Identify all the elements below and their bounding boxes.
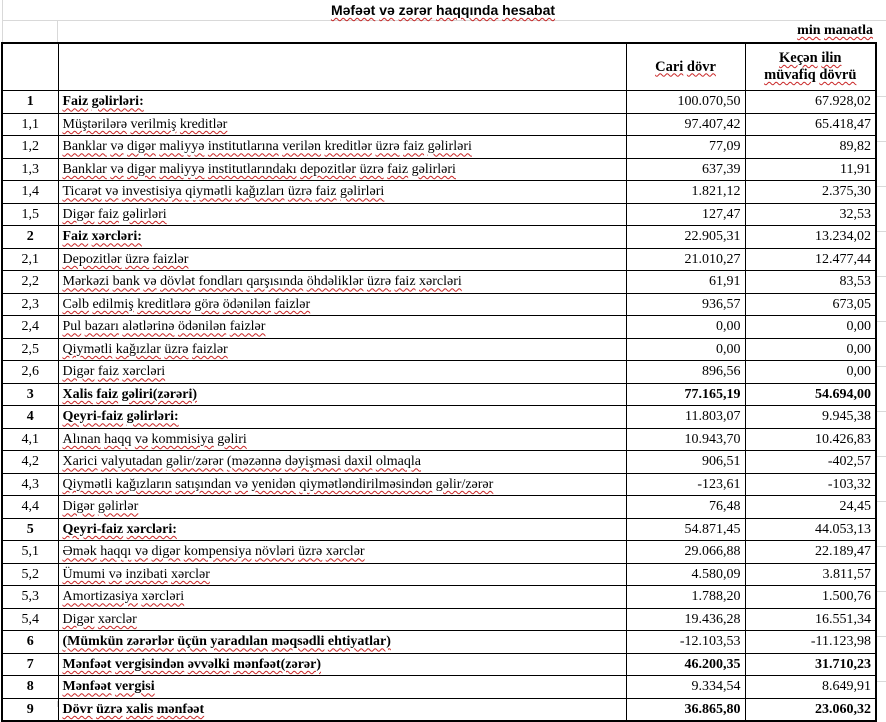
spellcheck-word: yaradılan [210, 634, 268, 650]
spellcheck-word: Qeyri-faiz [62, 521, 124, 537]
table-row [2, 518, 876, 541]
sheet-gridline-strip [876, 52, 886, 700]
row-number-cell: 5,4 [2, 608, 58, 631]
table-row [2, 653, 876, 676]
spellcheck-word: və [134, 431, 149, 447]
current-value-cell: 9.334,54 [626, 676, 745, 699]
previous-value-cell: 0,00 [745, 316, 876, 339]
spellcheck-word: bazarı [84, 319, 119, 335]
spellcheck-word: faiz [315, 184, 337, 200]
table-row [2, 136, 876, 159]
spellcheck-word: edilmiş [92, 296, 134, 312]
spellcheck-word: gəlirləri: [91, 94, 144, 110]
spellcheck-word: və [105, 184, 119, 200]
row-number-cell: 2,2 [2, 271, 58, 294]
spellcheck-word: və [143, 274, 157, 290]
spellcheck-word: növləri [254, 544, 295, 560]
spellcheck-word: xərcləri: [126, 521, 177, 537]
table-row [2, 676, 876, 699]
spellcheck-word: və [108, 566, 122, 582]
spellcheck-word: Digər [62, 206, 95, 222]
table-row [2, 631, 876, 654]
spellcheck-word: Banklar [62, 139, 107, 155]
spellcheck-word: haqq [104, 431, 132, 447]
table-row [2, 91, 876, 114]
row-number-cell: 7 [2, 653, 58, 676]
table-row [2, 406, 876, 429]
spellcheck-word: ödənilən [177, 319, 227, 335]
table-row [2, 158, 876, 181]
spellcheck-word: mənfəət [156, 701, 205, 717]
spellcheck-word: verilmiş [130, 116, 177, 132]
report-title [0, 0, 886, 21]
previous-value-cell: 67.928,02 [745, 91, 876, 114]
spellcheck-word: Müştərilərə [62, 116, 128, 132]
spellcheck-word: gəliri [217, 431, 247, 447]
current-value-cell: -12.103,53 [626, 631, 745, 654]
spellcheck-word: gəlirləri [411, 161, 456, 177]
spellcheck-word: faiz [403, 139, 425, 155]
spellcheck-word: Məfəət [330, 2, 376, 18]
current-value-cell: 1.788,20 [626, 586, 745, 609]
spellcheck-word: haqqında [436, 2, 499, 18]
spellcheck-word: kağızlar [115, 341, 161, 357]
table-row [2, 698, 876, 721]
spellcheck-word: yenidən [251, 476, 296, 492]
table-row [2, 271, 876, 294]
row-label-cell [58, 541, 626, 564]
spellcheck-word: üçün [177, 634, 207, 650]
row-number-cell: 2,6 [2, 361, 58, 384]
table-row [2, 541, 876, 564]
current-value-cell: -123,61 [626, 473, 745, 496]
spellcheck-word: gəlir/zərər [435, 476, 494, 492]
spellcheck-word: üzrə [164, 341, 189, 357]
row-label-cell [58, 473, 626, 496]
spellcheck-word: daxil [344, 454, 373, 470]
spellcheck-word: Xarici [62, 454, 98, 470]
row-label-cell [58, 698, 626, 721]
spellcheck-word: bank [112, 274, 140, 290]
spellcheck-word: faiz [97, 364, 119, 380]
table-row [2, 338, 876, 361]
row-number-cell: 4 [2, 406, 58, 429]
previous-value-cell: 22.189,47 [745, 541, 876, 564]
spellcheck-word: gəlirləri: [126, 409, 179, 425]
spellcheck-word: maliyyə [159, 161, 205, 177]
spellcheck-word: üzrə [375, 139, 400, 155]
current-value-cell: 54.871,45 [626, 518, 745, 541]
spellcheck-word: gəlirlər [97, 499, 139, 515]
spellcheck-word: və [234, 476, 248, 492]
row-number-cell: 8 [2, 676, 58, 699]
current-value-cell: 61,91 [626, 271, 745, 294]
spellcheck-word: Cari [655, 58, 684, 75]
header-previous-period [745, 43, 876, 91]
spellcheck-word: qiymətləndirilməsindən [299, 476, 433, 492]
spellcheck-word: Mənfəət [62, 679, 112, 695]
spellcheck-word: zərərlər [126, 634, 174, 650]
row-label-cell [58, 158, 626, 181]
spellcheck-word: gəliri(zərəri) [121, 386, 197, 402]
row-label-cell [58, 676, 626, 699]
row-number-cell: 4,4 [2, 496, 58, 519]
spellcheck-word: Qiymətli [62, 341, 113, 357]
current-value-cell: 0,00 [626, 316, 745, 339]
unit-note [625, 21, 875, 41]
spellcheck-word: inzibati [125, 566, 168, 582]
spellcheck-word: Banklar [62, 161, 107, 177]
previous-value-cell: 32,53 [745, 203, 876, 226]
previous-value-cell: 12.477,44 [745, 248, 876, 271]
previous-value-cell: 13.234,02 [745, 226, 876, 249]
spellcheck-word: institutlarına [207, 139, 279, 155]
spellcheck-word: olmaqla [375, 454, 421, 470]
spellcheck-word: xərcləri [141, 589, 185, 605]
spellcheck-word: Pul [62, 319, 82, 335]
current-value-cell: 22.905,31 [626, 226, 745, 249]
previous-value-cell: 8.649,91 [745, 676, 876, 699]
header-number-cell [2, 43, 58, 91]
row-number-cell: 2,3 [2, 293, 58, 316]
spellcheck-word: Digər [62, 499, 95, 515]
row-label-cell [58, 653, 626, 676]
spellcheck-word: hesabat [502, 2, 556, 18]
row-label-cell [58, 631, 626, 654]
spellcheck-word: Faiz [62, 94, 89, 110]
spellcheck-word: Amortizasiya [62, 589, 138, 605]
spellcheck-word: ödənilən [222, 296, 271, 312]
current-value-cell: 936,57 [626, 293, 745, 316]
current-value-cell: 896,56 [626, 361, 745, 384]
previous-value-cell: 54.694,00 [745, 383, 876, 406]
spellcheck-word: üzrə [96, 701, 123, 717]
spellcheck-word: Xalis [62, 386, 93, 402]
row-label-cell [58, 271, 626, 294]
table-row [2, 473, 876, 496]
spellcheck-word: faiz [96, 386, 119, 402]
spellcheck-word: kreditlər [179, 116, 228, 132]
spellcheck-word: üzrə [359, 161, 384, 177]
spellcheck-word: faizlər [229, 319, 266, 335]
row-label-cell [58, 113, 626, 136]
current-value-cell: 29.066,88 [626, 541, 745, 564]
previous-value-cell: 24,45 [745, 496, 876, 519]
spellcheck-word: faiz [394, 274, 416, 290]
row-number-cell: 9 [2, 698, 58, 721]
row-number-cell: 1,4 [2, 181, 58, 204]
spellcheck-word: satışından [175, 476, 232, 492]
row-label-cell [58, 383, 626, 406]
spellcheck-word: min [797, 23, 821, 38]
table-row [2, 248, 876, 271]
row-label-cell [58, 338, 626, 361]
row-number-cell: 6 [2, 631, 58, 654]
row-number-cell: 4,3 [2, 473, 58, 496]
row-label-cell [58, 608, 626, 631]
row-number-cell: 5,3 [2, 586, 58, 609]
row-number-cell: 1,3 [2, 158, 58, 181]
previous-value-cell: 10.426,83 [745, 428, 876, 451]
row-number-cell: 2,4 [2, 316, 58, 339]
current-value-cell: 637,39 [626, 158, 745, 181]
row-label-cell [58, 406, 626, 429]
spellcheck-word: gəlirləri [340, 184, 385, 200]
current-value-cell: 76,48 [626, 496, 745, 519]
spellcheck-word: üzrə [298, 544, 323, 560]
header-description-cell [58, 43, 626, 91]
current-value-cell: 1.821,12 [626, 181, 745, 204]
spellcheck-word: faizlər [274, 296, 311, 312]
spellcheck-word: xərclər [325, 544, 365, 560]
current-value-cell: 4.580,09 [626, 563, 745, 586]
previous-value-cell: 31.710,23 [745, 653, 876, 676]
table-row [2, 203, 876, 226]
spellcheck-word: xərcləri [122, 364, 166, 380]
row-number-cell: 4,1 [2, 428, 58, 451]
spellcheck-word: institutlarındakı [207, 161, 297, 177]
spellcheck-word: zərər [398, 2, 433, 18]
spellcheck-word: Digər [62, 611, 95, 627]
spellcheck-word: dövrü [819, 67, 857, 83]
current-value-cell: 97.407,42 [626, 113, 745, 136]
spellcheck-word: xalis [126, 701, 154, 717]
table-row [2, 383, 876, 406]
spellcheck-word: Qiymətli [62, 476, 113, 492]
spellcheck-word: dövlət [160, 274, 196, 290]
previous-value-cell: 673,05 [745, 293, 876, 316]
spellcheck-word: dövr [686, 58, 716, 75]
previous-value-cell: -402,57 [745, 451, 876, 474]
spellcheck-word: mənfəət(zərər) [233, 656, 322, 672]
table-row [2, 451, 876, 474]
row-number-cell: 5,1 [2, 541, 58, 564]
spellcheck-word: əvvəlki [187, 656, 230, 672]
table-row [2, 608, 876, 631]
spellcheck-word: verilən [282, 139, 322, 155]
spellcheck-word: ilin [821, 50, 842, 66]
row-label-cell [58, 248, 626, 271]
previous-value-cell: 0,00 [745, 338, 876, 361]
spellcheck-word: valyutadan [100, 454, 163, 470]
spellcheck-word: Ümumi [62, 566, 106, 582]
spellcheck-word: alətlərinə [122, 319, 175, 335]
current-value-cell: 100.070,50 [626, 91, 745, 114]
spellcheck-word: maliyyə [159, 139, 205, 155]
spellcheck-word: üzrə [366, 274, 392, 290]
row-label-cell [58, 203, 626, 226]
table-row [2, 181, 876, 204]
spellcheck-word: (məzənnə [226, 454, 282, 470]
spellcheck-word: Qeyri-faiz [62, 409, 124, 425]
row-label-cell [58, 563, 626, 586]
table-body [2, 91, 876, 722]
row-label-cell [58, 293, 626, 316]
spellcheck-word: müvafiq [764, 67, 816, 83]
current-value-cell: 46.200,35 [626, 653, 745, 676]
current-value-cell: 10.943,70 [626, 428, 745, 451]
header-row [2, 43, 876, 91]
previous-value-cell: 1.500,76 [745, 586, 876, 609]
spellcheck-word: üzrə [287, 184, 313, 200]
spellcheck-word: kağızları [235, 184, 285, 200]
spellcheck-word: investisiya [121, 184, 182, 200]
row-label-cell [58, 181, 626, 204]
spellcheck-word: manatla [824, 23, 873, 38]
row-number-cell: 1,5 [2, 203, 58, 226]
current-value-cell: 11.803,07 [626, 406, 745, 429]
spellcheck-word: məqsədli [271, 634, 325, 650]
row-label-cell [58, 91, 626, 114]
spellcheck-word: xərclər [171, 566, 210, 582]
row-label-cell [58, 361, 626, 384]
current-value-cell: 77.165,19 [626, 383, 745, 406]
spellcheck-word: Əmək [62, 544, 97, 560]
spellcheck-word: kağızların [115, 476, 172, 492]
spellcheck-word: Cəlb [62, 296, 89, 312]
spellcheck-word: üzrə [125, 251, 150, 267]
spellcheck-word: Alınan [62, 431, 101, 447]
spellcheck-word: fondları [198, 274, 243, 290]
spellcheck-word: digər [127, 139, 156, 155]
current-value-cell: 127,47 [626, 203, 745, 226]
spellcheck-word: haqqı [100, 544, 132, 560]
table-row [2, 428, 876, 451]
table-row [2, 496, 876, 519]
spellcheck-word: Dövr [62, 701, 93, 717]
spellcheck-word: gəlir/zərər [165, 454, 224, 470]
previous-value-cell: -11.123,98 [745, 631, 876, 654]
previous-value-cell: 23.060,32 [745, 698, 876, 721]
table-row [2, 226, 876, 249]
spellcheck-word: xərclər [97, 611, 137, 627]
previous-value-cell: 44.053,13 [745, 518, 876, 541]
spellcheck-word: faiz [387, 161, 409, 177]
sheet-gridline [57, 21, 58, 42]
spellcheck-word: digər [127, 161, 156, 177]
table-row [2, 113, 876, 136]
row-number-cell: 5 [2, 518, 58, 541]
current-value-cell: 19.436,28 [626, 608, 745, 631]
spellcheck-word: kreditlər [324, 139, 372, 155]
row-number-cell: 5,2 [2, 563, 58, 586]
row-label-cell [58, 586, 626, 609]
row-label-cell [58, 316, 626, 339]
row-label-cell [58, 518, 626, 541]
row-label-cell [58, 451, 626, 474]
spellcheck-word: vergisi [114, 679, 155, 695]
row-label-cell [58, 428, 626, 451]
row-label-cell [58, 226, 626, 249]
current-value-cell: 0,00 [626, 338, 745, 361]
current-value-cell: 77,09 [626, 136, 745, 159]
spellcheck-word: kompensiya [183, 544, 252, 560]
row-number-cell: 2 [2, 226, 58, 249]
spellcheck-word: gəlirləri [427, 139, 472, 155]
previous-value-cell: -103,32 [745, 473, 876, 496]
spellcheck-word: Ticarət [62, 184, 102, 200]
spellcheck-word: qarşısında [246, 274, 304, 290]
spellcheck-word: digər [151, 544, 181, 560]
table-row [2, 563, 876, 586]
previous-value-cell: 11,91 [745, 158, 876, 181]
spellcheck-word: görə [194, 296, 220, 312]
spellcheck-word: ehtiyatlar) [327, 634, 391, 650]
spellcheck-word: xərcləri [419, 274, 462, 290]
header-current-period [626, 43, 745, 91]
spellcheck-word: gəlirləri [122, 206, 167, 222]
spellcheck-word: Mərkəzi [62, 274, 110, 290]
spellcheck-word: Mənfəət [62, 656, 112, 672]
spellcheck-word: kommisiya [151, 431, 214, 447]
spellcheck-word: və [379, 2, 395, 18]
table-row [2, 293, 876, 316]
spellcheck-word: vergisindən [114, 656, 185, 672]
previous-value-cell: 3.811,57 [745, 563, 876, 586]
profit-loss-table [1, 42, 877, 722]
spellcheck-word: (Mümkün [62, 634, 124, 650]
spellcheck-word: öhdəliklər [306, 274, 364, 290]
spellcheck-word: Depozitlər [62, 251, 122, 267]
spellcheck-word: faizlər [152, 251, 189, 267]
spellcheck-word: və [110, 161, 124, 177]
spellcheck-word: depozitlər [300, 161, 357, 177]
spellcheck-word: dəyişməsi [284, 454, 341, 470]
spellcheck-word: Faiz [62, 229, 89, 245]
row-number-cell: 1,1 [2, 113, 58, 136]
row-number-cell: 1 [2, 91, 58, 114]
spellcheck-word: və [110, 139, 124, 155]
current-value-cell: 36.865,80 [626, 698, 745, 721]
spellcheck-word: faizlər [191, 341, 228, 357]
spellcheck-word: xərcləri: [91, 229, 142, 245]
table-row [2, 586, 876, 609]
spellcheck-word: və [134, 544, 149, 560]
row-number-cell: 4,2 [2, 451, 58, 474]
spellcheck-word: faiz [97, 206, 119, 222]
current-value-cell: 906,51 [626, 451, 745, 474]
table-row [2, 316, 876, 339]
row-number-cell: 2,5 [2, 338, 58, 361]
spellcheck-word: Keçən [779, 50, 818, 66]
row-number-cell: 2,1 [2, 248, 58, 271]
row-label-cell [58, 136, 626, 159]
spellcheck-word: kreditlərə [137, 296, 191, 312]
previous-value-cell: 65.418,47 [745, 113, 876, 136]
current-value-cell: 21.010,27 [626, 248, 745, 271]
previous-value-cell: 16.551,34 [745, 608, 876, 631]
previous-value-cell: 2.375,30 [745, 181, 876, 204]
previous-value-cell: 89,82 [745, 136, 876, 159]
previous-value-cell: 9.945,38 [745, 406, 876, 429]
spellcheck-word: qiymətli [185, 184, 232, 200]
row-label-cell [58, 496, 626, 519]
table-row [2, 361, 876, 384]
previous-value-cell: 83,53 [745, 271, 876, 294]
row-number-cell: 1,2 [2, 136, 58, 159]
previous-value-cell: 0,00 [745, 361, 876, 384]
row-number-cell: 3 [2, 383, 58, 406]
spellcheck-word: Digər [62, 364, 95, 380]
